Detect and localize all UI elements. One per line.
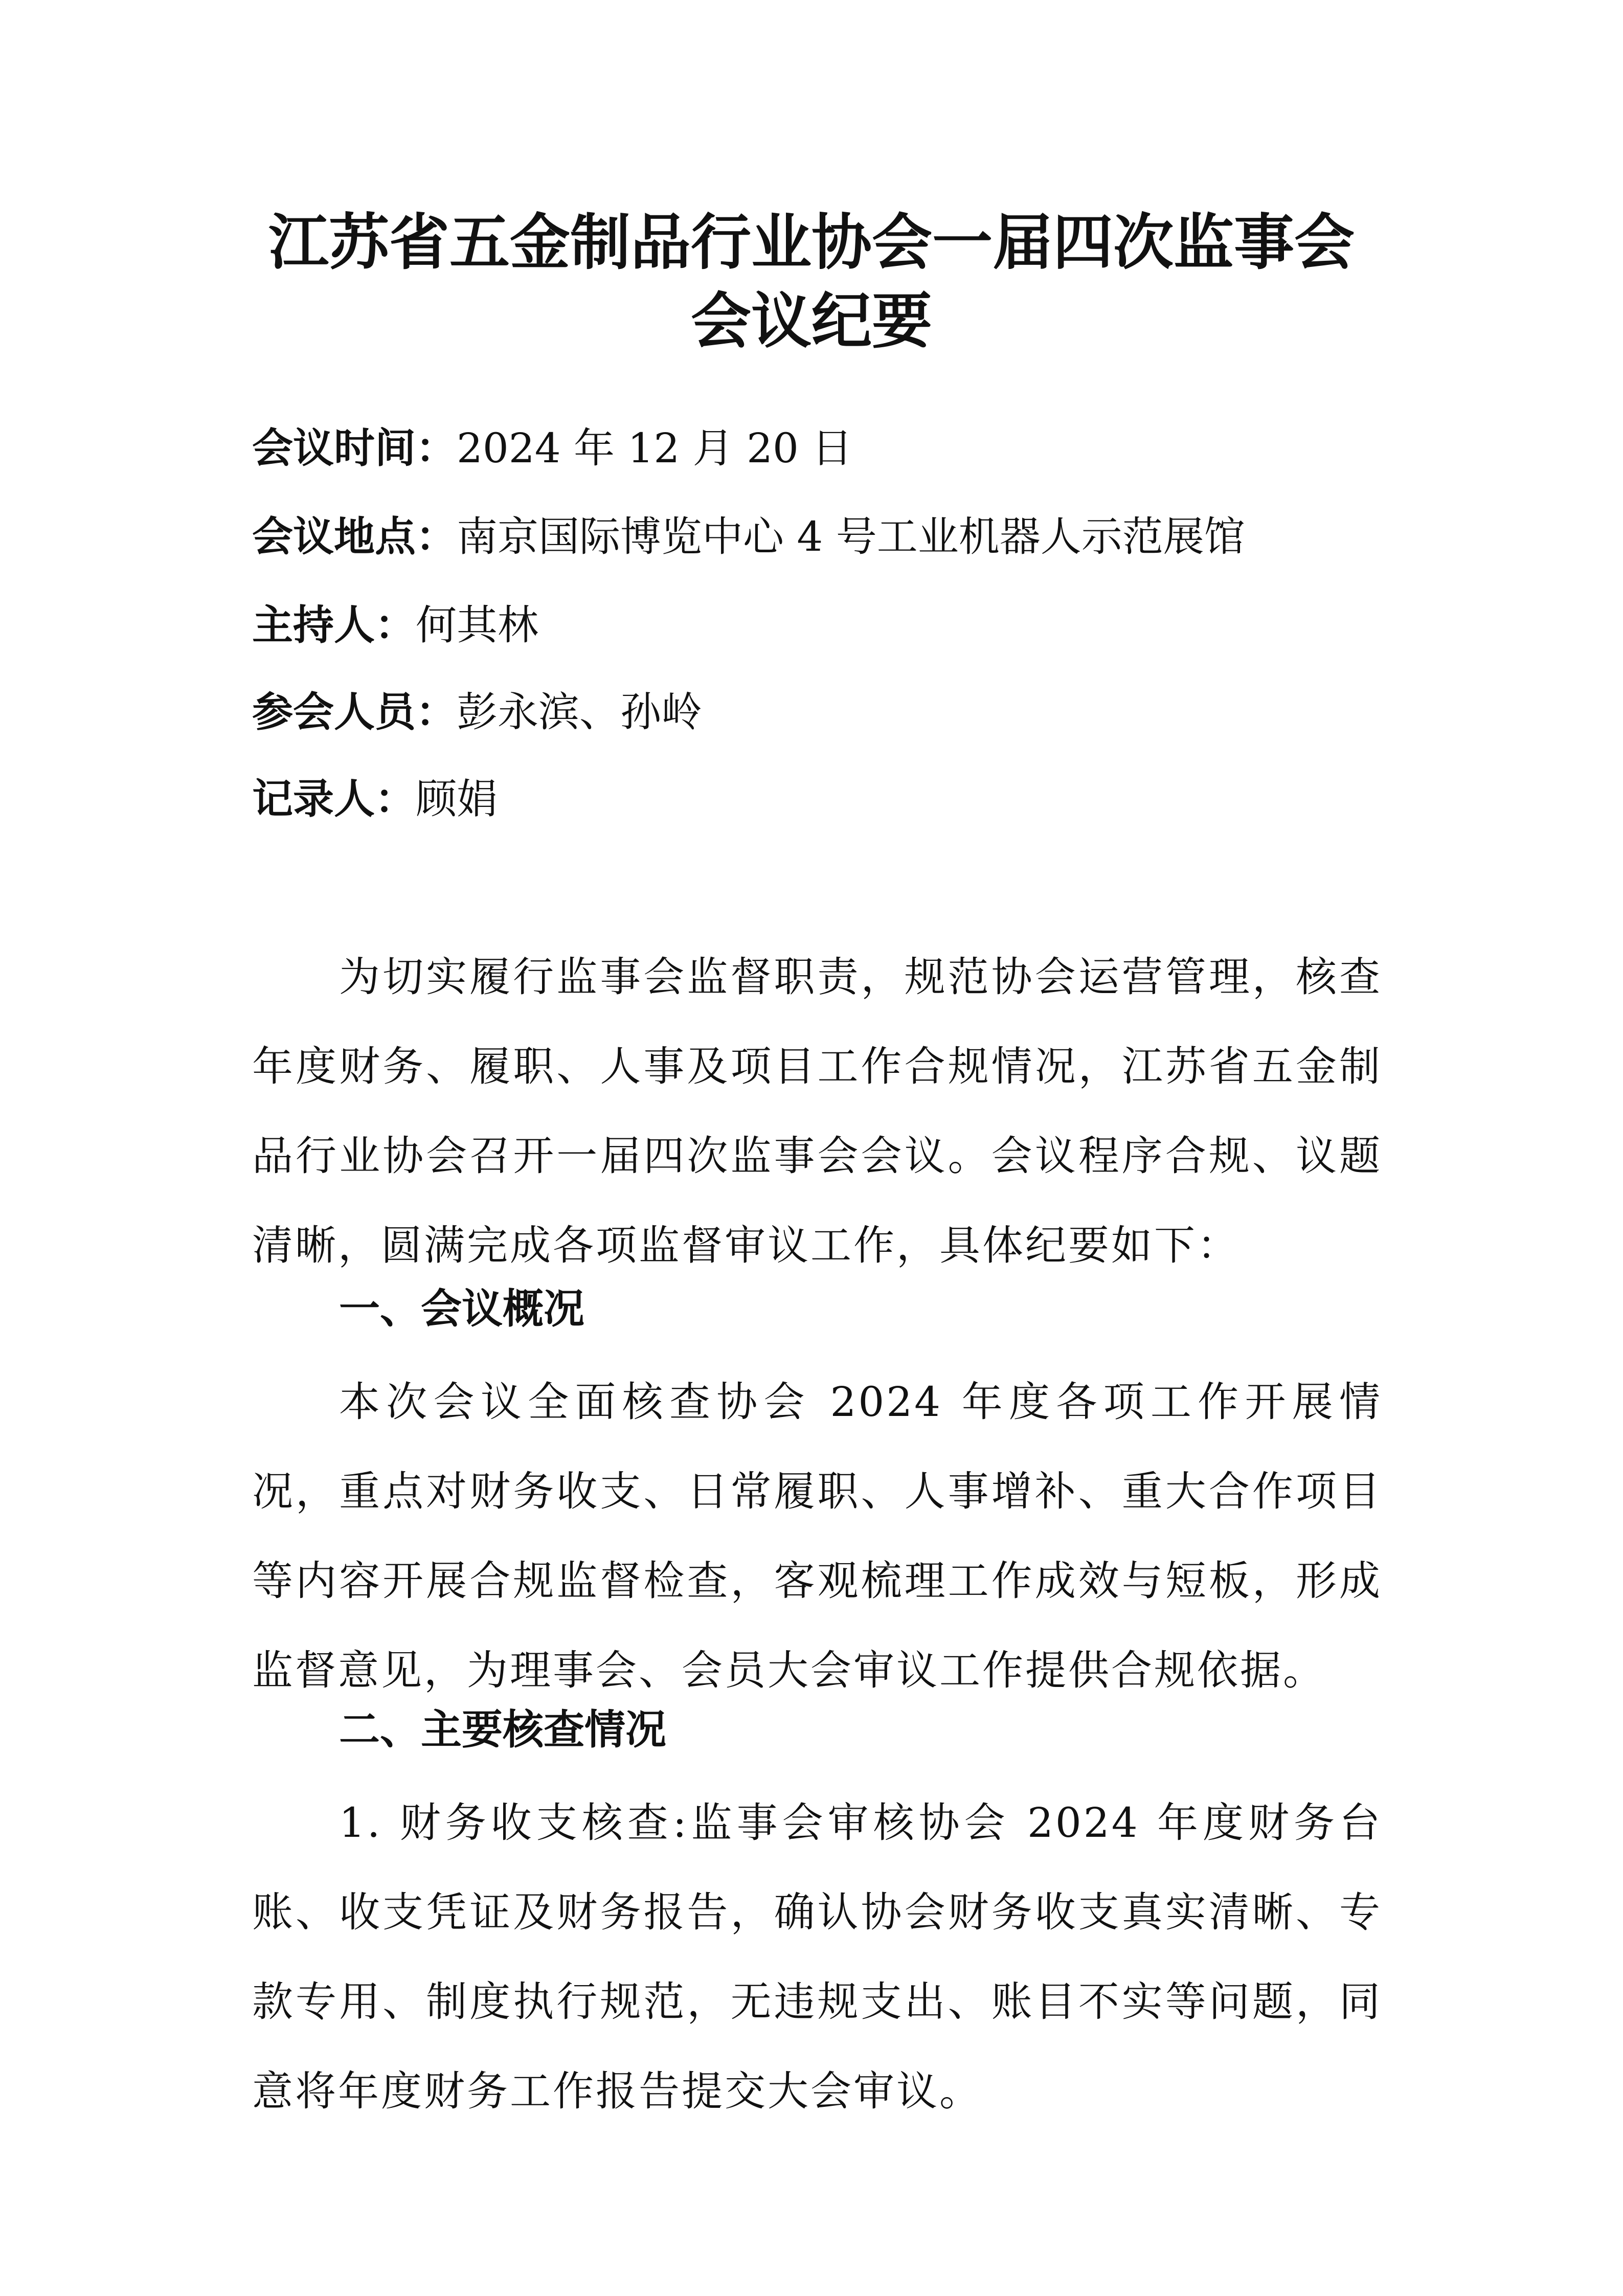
meeting-place-row bbox=[252, 509, 1245, 565]
overview-paragraph: 本次会议全面核查协会 2024 年度各项工作开展情况，重点对财务收支、日常履职、人事增补、重大合作项目等内容开展合规监督检查，客观梳理工作成效与短板，形成监督意见，为理事会、会员大会审议工作提供合规依据。 bbox=[252, 1378, 1382, 1694]
attendees-row bbox=[252, 684, 702, 740]
document-title-line-2: 会议纪要 bbox=[690, 286, 932, 356]
section-heading-findings: 二、主要核查情况 bbox=[339, 1706, 666, 1753]
meeting-place-label: 会议地点： bbox=[252, 513, 457, 560]
host-value: 何其林 bbox=[416, 601, 538, 649]
meeting-place-value: 南京国际博览中心 4 号工业机器人示范展馆 bbox=[457, 513, 1245, 560]
recorder-label: 记录人： bbox=[252, 775, 416, 823]
attendees-label: 参会人员： bbox=[252, 688, 457, 736]
document-title-line-1: 江苏省五金制品行业协会一届四次监事会 bbox=[268, 207, 1355, 278]
recorder-row bbox=[252, 771, 498, 827]
attendees-value: 彭永滨、孙岭 bbox=[457, 688, 702, 736]
finance-check-paragraph: 1. 财务收支核查:监事会审核协会 2024 年度财务台账、收支凭证及财务报告，确认协会财务收支真实清晰、专款专用、制度执行规范，无违规支出、账目不实等问题，同意将年度财务工作报告提交大会审议。 bbox=[252, 1799, 1382, 2115]
meeting-time-label: 会议时间： bbox=[252, 424, 457, 472]
host-row bbox=[252, 597, 538, 654]
recorder-value: 顾娟 bbox=[416, 775, 498, 823]
section-heading-overview: 一、会议概况 bbox=[339, 1285, 584, 1333]
host-label: 主持人： bbox=[252, 601, 416, 649]
intro-paragraph: 为切实履行监事会监督职责，规范协会运营管理，核查年度财务、履职、人事及项目工作合规情况，江苏省五金制品行业协会召开一届四次监事会会议。会议程序合规、议题清晰，圆满完成各项监督审议工作，具体纪要如下： bbox=[252, 953, 1382, 1269]
meeting-time-row bbox=[252, 420, 852, 477]
meeting-time-value: 2024 年 12 月 20 日 bbox=[457, 424, 853, 472]
